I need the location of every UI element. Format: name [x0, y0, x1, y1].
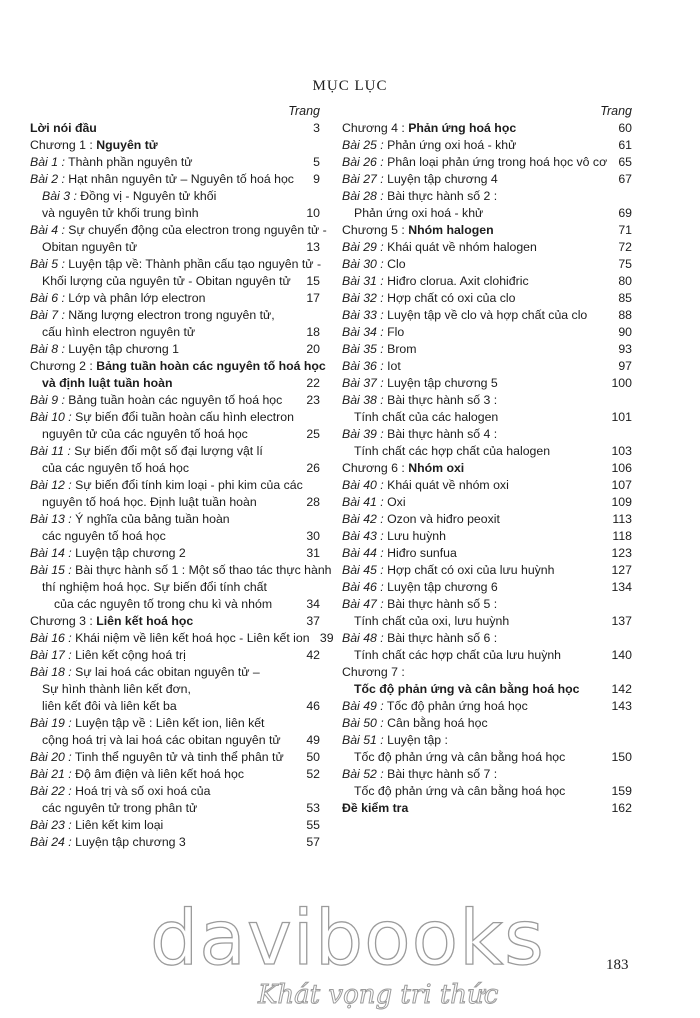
toc-entry-title: nguyên tố hoá học. Định luật tuần hoàn	[42, 495, 257, 509]
toc-entry-title: Bài 11 : Sự biến đổi một số đại lượng vật lí	[30, 444, 263, 458]
toc-entry	[30, 409, 320, 426]
toc-entry-title: nguyên tử của các nguyên tố hoá học	[42, 427, 248, 441]
toc-entry	[30, 307, 320, 324]
toc-entry-title: Đề kiểm tra	[342, 801, 409, 815]
toc-entry-title: Chương 3 : Liên kết hoá học	[30, 614, 194, 628]
toc-entry-title: Chương 1 : Nguyên tử	[30, 138, 158, 152]
toc-entry-title: Bài 48 : Bài thực hành số 6 :	[342, 631, 498, 645]
toc-entry-title: Bài 19 : Luyện tập về : Liên kết ion, liên kết	[30, 716, 265, 730]
toc-entry-title: Bài 14 : Luyện tập chương 2	[30, 546, 186, 560]
toc-entry	[30, 511, 320, 528]
toc-entry-title: Bài 30 : Clo	[342, 257, 406, 271]
toc-entry	[30, 749, 320, 766]
toc-entry	[30, 256, 320, 273]
toc-entry	[342, 154, 632, 171]
toc-entry-page: 39	[319, 631, 334, 645]
toc-entry-title: Bài 51 : Luyện tập :	[342, 733, 448, 747]
toc-entry-page: 61	[618, 138, 632, 152]
toc-entry-title: Bài 7 : Năng lượng electron trong nguyên tử,	[30, 308, 275, 322]
toc-entry-page: 88	[618, 308, 632, 322]
toc-entry-page: 72	[618, 240, 632, 254]
toc-entry-page: 100	[611, 376, 632, 390]
toc-entry	[30, 324, 320, 341]
toc-entry-page: 49	[306, 733, 320, 747]
toc-entry-page: 106	[611, 461, 632, 475]
toc-entry-page: 127	[611, 563, 632, 577]
toc-entry-title: của các nguyên tố trong chu kì và nhóm	[54, 597, 273, 611]
toc-entry	[342, 545, 632, 562]
toc-entry-page: 26	[306, 461, 320, 475]
toc-entry	[342, 664, 632, 681]
toc-entry-page: 142	[611, 682, 632, 696]
toc-entry-page: 60	[618, 121, 632, 135]
toc-entry-title: Tốc độ phản ứng và cân bằng hoá học	[354, 750, 566, 764]
toc-entry-title: Bài 13 : Ý nghĩa của bảng tuần hoàn	[30, 512, 230, 526]
toc-entry	[30, 732, 320, 749]
toc-entry-title: Tính chất của các halogen	[354, 410, 499, 424]
toc-entry-title: Bài 49 : Tốc độ phản ứng hoá học	[342, 699, 528, 713]
toc-entry	[342, 341, 632, 358]
toc-entry-page: 17	[306, 291, 320, 305]
toc-entry-page: 25	[306, 427, 320, 441]
toc-entry-page: 53	[306, 801, 320, 815]
toc-entry-title: Tính chất các hợp chất của lưu huỳnh	[354, 648, 562, 662]
toc-entry	[342, 256, 632, 273]
toc-entry	[342, 715, 632, 732]
toc-entry	[30, 698, 320, 715]
toc-entry-page: 3	[313, 121, 320, 135]
toc-entry	[30, 817, 320, 834]
toc-entry-title: Bài 9 : Bảng tuần hoàn các nguyên tố hoá học	[30, 393, 283, 407]
toc-entry	[342, 528, 632, 545]
toc-entry-title: và định luật tuần hoàn	[42, 376, 173, 390]
toc-entry	[342, 273, 632, 290]
toc-entry-page: 18	[306, 325, 320, 339]
toc-entry-title: Bài 17 : Liên kết cộng hoá trị	[30, 648, 186, 662]
toc-entry	[342, 222, 632, 239]
toc-entry	[342, 596, 632, 613]
toc-entry-page: 69	[618, 206, 632, 220]
toc-entry-title: Bài 52 : Bài thực hành số 7 :	[342, 767, 498, 781]
toc-entry-title: Bài 50 : Cân bằng hoá học	[342, 716, 488, 730]
toc-entry	[30, 494, 320, 511]
toc-entry-title: Bài 12 : Sự biến đổi tính kim loại - phi kim của các	[30, 478, 303, 492]
toc-entry-title: Bài 47 : Bài thực hành số 5 :	[342, 597, 498, 611]
toc-entry	[30, 120, 320, 137]
toc-entry-title: và nguyên tử khối trung bình	[42, 206, 199, 220]
toc-entry-title: Bài 16 : Khái niệm về liên kết hoá học - Liên kết ion	[30, 631, 310, 645]
page-column-label: Trang	[600, 104, 632, 118]
toc-entry-page: 137	[611, 614, 632, 628]
toc-entry-page: 23	[306, 393, 320, 407]
toc-entry-title: Bài 4 : Sự chuyển động của electron trong nguyên tử -	[30, 223, 327, 237]
toc-entry-page: 123	[611, 546, 632, 560]
toc-entry	[30, 392, 320, 409]
toc-entry	[30, 477, 320, 494]
toc-entry	[30, 715, 320, 732]
toc-entry-page: 65	[618, 155, 632, 169]
toc-entry-page: 90	[618, 325, 632, 339]
toc-entry	[30, 630, 334, 647]
toc-entry	[342, 766, 632, 783]
toc-entry	[30, 613, 320, 630]
page-column-label: Trang	[288, 104, 320, 118]
toc-entry-page: 37	[306, 614, 320, 628]
toc-entry-page: 71	[618, 223, 632, 237]
toc-entry-title: Bài 3 : Đồng vị - Nguyên tử khối	[42, 189, 217, 203]
toc-entry-title: Tính chất các hợp chất của halogen	[354, 444, 551, 458]
toc-entry-title: Bài 25 : Phản ứng oxi hoá - khử	[342, 138, 517, 152]
toc-entry	[342, 732, 632, 749]
toc-entry	[342, 358, 632, 375]
toc-entry-title: Bài 26 : Phân loại phản ứng trong hoá học vô cơ	[342, 155, 608, 169]
toc-entry	[30, 562, 332, 579]
toc-entry	[342, 426, 632, 443]
toc-entry	[342, 681, 632, 698]
toc-entry	[342, 630, 632, 647]
page-number: 183	[606, 957, 629, 973]
toc-entry-title: Bài 10 : Sự biến đổi tuần hoàn cấu hình electron	[30, 410, 294, 424]
toc-entry-page: 85	[618, 291, 632, 305]
toc-entry-page: 134	[611, 580, 632, 594]
toc-entry-page: 159	[611, 784, 632, 798]
toc-entry-page: 97	[618, 359, 632, 373]
toc-entry-title: Chương 5 : Nhóm halogen	[342, 223, 494, 237]
toc-entry	[342, 324, 632, 341]
toc-entry-page: 13	[306, 240, 320, 254]
toc-entry-title: Khối lượng của nguyên tử - Obitan nguyên tử	[42, 274, 291, 288]
toc-entry-title: các nguyên tử trong phân tử	[42, 801, 198, 815]
toc-entry-title: Phản ứng oxi hoá - khử	[354, 206, 484, 220]
toc-entry-title: Tốc độ phản ứng và cân bằng hoá học	[354, 682, 580, 696]
toc-entry-title: Bài 31 : Hiđro clorua. Axit clohiđric	[342, 274, 529, 288]
toc-entry-page: 34	[306, 597, 320, 611]
toc-entry-title: Bài 18 : Sự lai hoá các obitan nguyên tử –	[30, 665, 260, 679]
toc-entry-page: 75	[618, 257, 632, 271]
toc-entry	[30, 375, 320, 392]
toc-entry-page: 57	[306, 835, 320, 849]
toc-entry	[342, 494, 632, 511]
toc-entry-page: 67	[618, 172, 632, 186]
toc-entry-title: liên kết đôi và liên kết ba	[42, 699, 177, 713]
toc-entry-title: Bài 42 : Ozon và hiđro peoxit	[342, 512, 500, 526]
toc-entry	[342, 800, 632, 817]
toc-entry	[342, 171, 632, 188]
toc-entry-title: Bài 45 : Hợp chất có oxi của lưu huỳnh	[342, 563, 555, 577]
toc-entry-title: Chương 6 : Nhóm oxi	[342, 461, 465, 475]
toc-entry	[30, 239, 320, 256]
toc-entry-title: Bài 22 : Hoá trị và số oxi hoá của	[30, 784, 211, 798]
toc-entry	[342, 647, 632, 664]
toc-entry-page: 20	[306, 342, 320, 356]
toc-column-right	[342, 103, 632, 817]
page-title: MỤC LỤC	[312, 78, 388, 94]
toc-entry-page: 52	[306, 767, 320, 781]
toc-entry	[342, 409, 632, 426]
toc-entry-page: 50	[306, 750, 320, 764]
toc-entry	[342, 392, 632, 409]
toc-entry	[342, 477, 632, 494]
toc-entry-page: 55	[306, 818, 320, 832]
toc-entry-title: Bài 37 : Luyện tập chương 5	[342, 376, 498, 390]
toc-entry-page: 109	[611, 495, 632, 509]
toc-entry-title: Bài 34 : Flo	[342, 325, 405, 339]
toc-entry	[30, 766, 320, 783]
toc-entry-page: 28	[306, 495, 320, 509]
toc-entry-title: Chương 4 : Phản ứng hoá học	[342, 121, 517, 135]
toc-entry-title: Bài 20 : Tinh thể nguyên tử và tinh thể phân tử	[30, 750, 284, 764]
toc-entry-title: Chương 2 : Bảng tuần hoàn các nguyên tố hoá học	[30, 359, 326, 373]
toc-entry-title: Bài 28 : Bài thực hành số 2 :	[342, 189, 498, 203]
toc-entry	[30, 171, 320, 188]
toc-entry-title: Tính chất của oxi, lưu huỳnh	[354, 614, 510, 628]
toc-entry-title: Tốc độ phản ứng và cân bằng hoá học	[354, 784, 566, 798]
toc-entry-title: Obitan nguyên tử	[42, 240, 138, 254]
toc-entry	[30, 664, 320, 681]
toc-entry-title: Bài 35 : Brom	[342, 342, 417, 356]
toc-entry-page: 22	[306, 376, 320, 390]
toc-entry	[342, 613, 632, 630]
toc-entry	[30, 647, 320, 664]
toc-entry-title: Bài 15 : Bài thực hành số 1 : Một số thao tác thực hành	[30, 563, 332, 577]
toc-entry	[342, 307, 632, 324]
toc-entry	[30, 681, 320, 698]
toc-entry	[30, 783, 320, 800]
toc-entry	[30, 188, 320, 205]
toc-entry-title: các nguyên tố hoá học	[42, 529, 166, 543]
toc-entry-title: Lời nói đầu	[30, 121, 97, 135]
toc-entry-page: 5	[313, 155, 320, 169]
toc-entry-title: Bài 46 : Luyện tập chương 6	[342, 580, 498, 594]
toc-entry-title: Bài 43 : Lưu huỳnh	[342, 529, 446, 543]
toc-entry-title: Bài 1 : Thành phần nguyên tử	[30, 155, 193, 169]
toc-entry	[30, 800, 320, 817]
toc-entry-title: Bài 36 : Iot	[342, 359, 401, 373]
toc-entry-page: 113	[612, 512, 632, 526]
toc-entry-title: Bài 8 : Luyện tập chương 1	[30, 342, 179, 356]
toc-column-left	[30, 103, 334, 851]
toc-entry	[30, 426, 320, 443]
toc-entry	[342, 698, 632, 715]
toc-entry	[30, 205, 320, 222]
toc-entry-page: 162	[611, 801, 632, 815]
toc-entry	[30, 341, 320, 358]
toc-entry	[342, 460, 632, 477]
toc-entry-title: Bài 6 : Lớp và phân lớp electron	[30, 291, 206, 305]
toc-entry-page: 42	[306, 648, 320, 662]
toc-entry-title: cấu hình electron nguyên tử	[42, 325, 196, 339]
toc-entry-page: 30	[306, 529, 320, 543]
watermark-slogan: Khát vọng tri thức	[258, 980, 499, 1010]
toc-entry	[342, 749, 632, 766]
toc-entry-title: của các nguyên tố hoá học	[42, 461, 189, 475]
toc-entry	[342, 290, 632, 307]
toc-entry-title: Bài 32 : Hợp chất có oxi của clo	[342, 291, 516, 305]
toc-entry-page: 107	[611, 478, 632, 492]
toc-entry-page: 10	[306, 206, 320, 220]
toc-entry-title: Bài 21 : Độ âm điện và liên kết hoá học	[30, 767, 244, 781]
toc-entry	[30, 273, 320, 290]
toc-entry	[342, 188, 632, 205]
toc-entry-title: Chương 7 :	[342, 665, 405, 679]
toc-entry-page: 93	[618, 342, 632, 356]
toc-entry	[342, 375, 632, 392]
toc-entry	[342, 562, 632, 579]
toc-entry	[342, 783, 632, 800]
toc-entry-title: Bài 44 : Hiđro sunfua	[342, 546, 457, 560]
toc-entry-page: 143	[611, 699, 632, 713]
toc-entry-page: 140	[611, 648, 632, 662]
toc-entry	[30, 137, 320, 154]
toc-entry-page: 103	[611, 444, 632, 458]
toc-entry	[30, 290, 320, 307]
toc-entry-page: 31	[306, 546, 320, 560]
toc-entry	[30, 545, 320, 562]
toc-entry-title: Bài 33 : Luyện tập về clo và hợp chất của clo	[342, 308, 588, 322]
toc-entry-title: cộng hoá trị và lai hoá các obitan nguyên tử	[42, 733, 281, 747]
toc-entry	[342, 239, 632, 256]
toc-entry	[342, 205, 632, 222]
toc-entry-title: Bài 24 : Luyện tập chương 3	[30, 835, 186, 849]
toc-entry	[30, 528, 320, 545]
toc-entry-title: Bài 38 : Bài thực hành số 3 :	[342, 393, 498, 407]
toc-entry-title: Bài 40 : Khái quát về nhóm oxi	[342, 478, 509, 492]
toc-entry-title: Bài 27 : Luyện tập chương 4	[342, 172, 498, 186]
toc-entry	[30, 596, 320, 613]
toc-entry-page: 15	[306, 274, 320, 288]
toc-entry	[30, 154, 320, 171]
toc-entry-title: Sự hình thành liên kết đơn,	[42, 682, 191, 696]
toc-entry-page: 150	[611, 750, 632, 764]
toc-entry-title: Bài 2 : Hạt nhân nguyên tử – Nguyên tố hoá học	[30, 172, 294, 186]
watermark-brand: davibooks	[150, 893, 545, 982]
toc-entry-page: 46	[306, 699, 320, 713]
toc-entry	[342, 137, 632, 154]
toc-entry-title: Bài 23 : Liên kết kim loại	[30, 818, 164, 832]
toc-entry	[342, 511, 632, 528]
toc-entry	[342, 443, 632, 460]
toc-entry-page: 101	[611, 410, 632, 424]
toc-entry	[30, 579, 320, 596]
toc-entry	[30, 460, 320, 477]
toc-entry	[30, 443, 320, 460]
toc-entry-page: 118	[612, 529, 632, 543]
toc-entry	[342, 120, 632, 137]
toc-entry	[30, 222, 327, 239]
toc-entry	[30, 358, 326, 375]
toc-entry-title: Bài 41 : Oxi	[342, 495, 406, 509]
toc-entry-title: Bài 29 : Khái quát về nhóm halogen	[342, 240, 537, 254]
toc-entry-title: thí nghiệm hoá học. Sự biến đổi tính chất	[42, 580, 267, 594]
toc-entry-page: 80	[618, 274, 632, 288]
toc-entry-title: Bài 5 : Luyện tập về: Thành phần cấu tạo nguyên tử -	[30, 257, 322, 271]
toc-entry	[30, 834, 320, 851]
toc-entry	[342, 579, 632, 596]
toc-entry-title: Bài 39 : Bài thực hành số 4 :	[342, 427, 498, 441]
toc-entry-page: 9	[313, 172, 320, 186]
